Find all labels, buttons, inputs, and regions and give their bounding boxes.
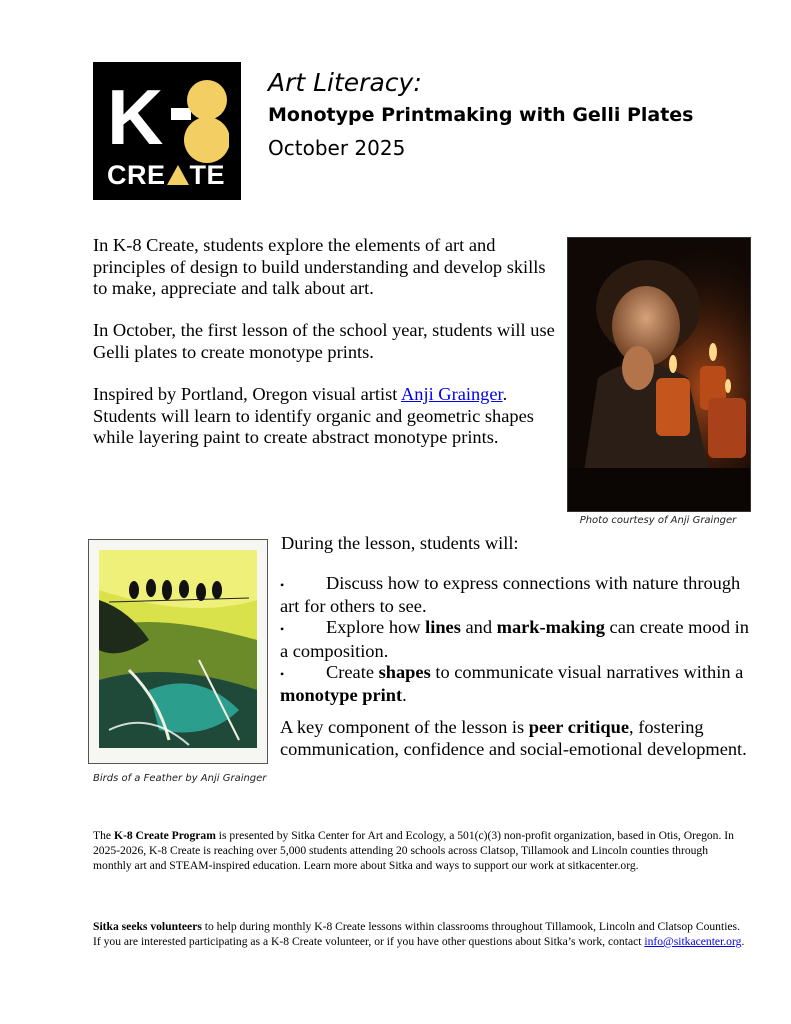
intro-paragraph-3: Inspired by Portland, Oregon visual artist Anji Grainger. Students will learn to identify organic and geometric shapes while layering paint to create abstract monotype prints. [93, 384, 534, 447]
list-item: • Discuss how to express connections with nature through art for others to see. [280, 573, 741, 617]
list-item: • Create shapes to communicate visual narratives within a monotype print. [280, 661, 744, 706]
page-title: Art Literacy: [268, 68, 422, 97]
logo-k-letter: K [107, 73, 162, 161]
contact-email-link[interactable]: info@sitkacenter.org [644, 935, 742, 948]
logo-triangle-icon [167, 165, 189, 185]
list-item: • Explore how lines and mark-making can create mood in a composition. [280, 617, 749, 661]
birds-print-image [88, 539, 268, 764]
intro-paragraph-1: In K-8 Create, students explore the elements of art and principles of design to build understanding and develop skills to make, appreciate and talk about art. [93, 235, 546, 298]
bullet-icon: • [280, 578, 285, 592]
intro-paragraph-2: In October, the first lesson of the school year, students will use Gelli plates to create monotype prints. [93, 320, 555, 362]
bullet-icon: • [280, 666, 285, 681]
artwork-caption: Birds of a Feather by Anji Grainger [93, 773, 267, 784]
page-date: October 2025 [268, 136, 406, 160]
birds-print-image-icon [89, 540, 267, 763]
program-info-paragraph: The K-8 Create Program is presented by Sitka Center for Art and Ecology, a 501(c)(3) non-profit organization, based in Otis, Oregon. In 2025-2026, K-8 Create is reaching over 5,000 students attending 20 schools across Clatsop, Tillamook and Lincoln counties through monthly art and STEAM-inspired education. Learn more about Sitka and ways to support our work at sitkacenter.org. [93, 829, 734, 872]
critique-paragraph: A key component of the lesson is peer critique, fostering communication, confidence and social-emotional development. [280, 717, 747, 759]
logo-create-wordmark: CRE TE [107, 160, 226, 190]
lesson-lead: During the lesson, students will: [281, 533, 519, 553]
lesson-bullet-list [280, 573, 750, 706]
logo-eight-shape [171, 78, 229, 164]
bullet-icon: • [280, 622, 285, 637]
photo-caption: Photo courtesy of Anji Grainger [579, 515, 737, 526]
volunteer-paragraph: Sitka seeks volunteers to help during monthly K-8 Create lessons within classrooms throughout Tillamook, Lincoln and Clatsop Counties. If you are interested participating as a K-8 Create volunteer, or if you have other questions about Sitka’s work, contact info@sitkacenter.org. [93, 920, 745, 948]
artist-link[interactable]: Anji Grainger [401, 384, 503, 404]
k8-create-logo [93, 62, 241, 200]
artist-portrait-photo-icon [568, 238, 750, 511]
page-subtitle: Monotype Printmaking with Gelli Plates [268, 104, 694, 126]
artist-portrait-photo [567, 237, 751, 512]
